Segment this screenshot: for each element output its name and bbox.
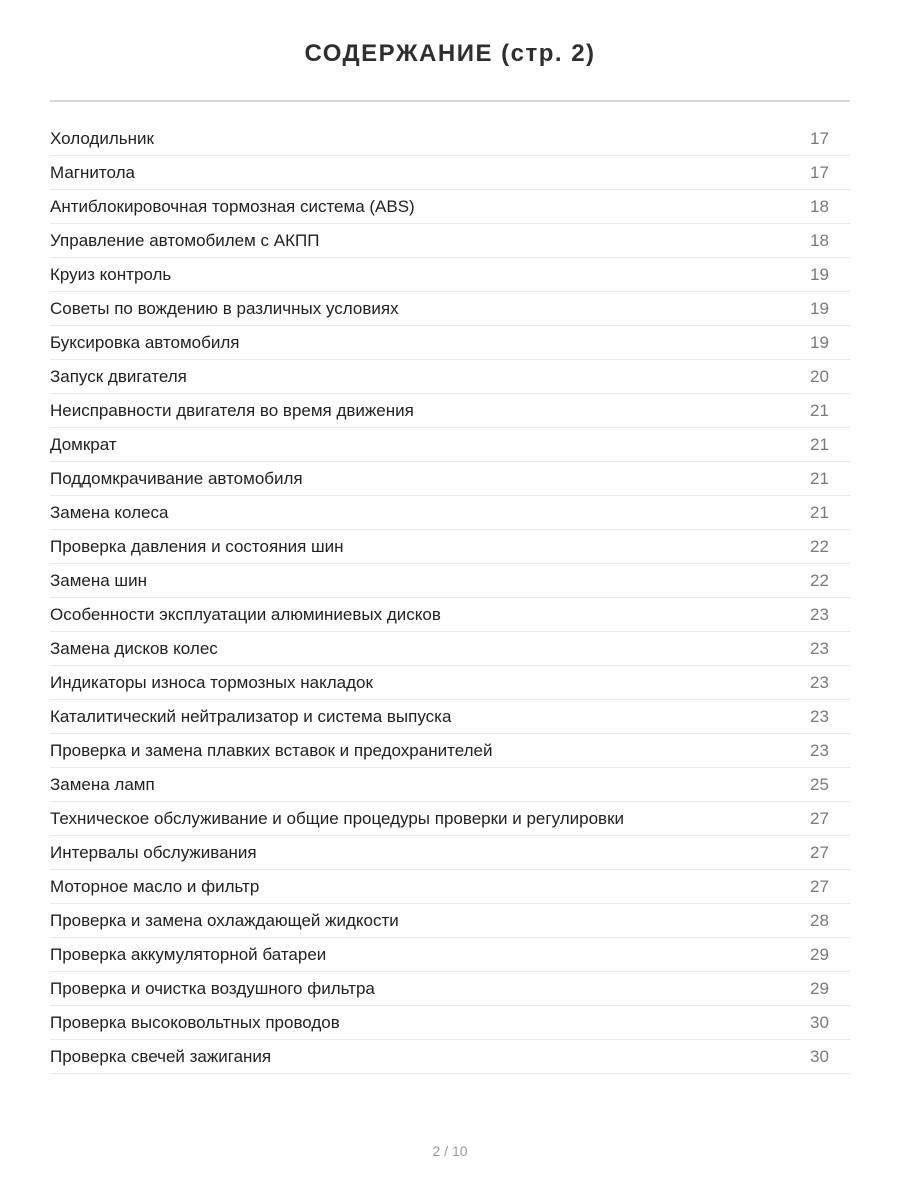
toc-entry-title: Советы по вождению в различных условиях <box>50 298 399 318</box>
table-of-contents <box>50 122 850 1074</box>
toc-entry[interactable] <box>50 530 850 564</box>
toc-entry-title: Каталитический нейтрализатор и система выпуска <box>50 706 452 726</box>
toc-entry[interactable] <box>50 734 850 768</box>
toc-entry-title: Проверка и очистка воздушного фильтра <box>50 978 375 998</box>
toc-entry-page: 23 <box>810 706 829 726</box>
toc-entry-page: 23 <box>810 740 829 760</box>
toc-entry-title: Холодильник <box>50 128 154 148</box>
toc-entry[interactable] <box>50 156 850 190</box>
toc-entry-title: Проверка давления и состояния шин <box>50 536 344 556</box>
toc-entry[interactable] <box>50 700 850 734</box>
toc-entry-title: Замена шин <box>50 570 147 590</box>
toc-entry[interactable] <box>50 496 850 530</box>
toc-entry-title: Особенности эксплуатации алюминиевых дисков <box>50 604 441 624</box>
toc-entry-page: 21 <box>810 502 829 522</box>
toc-entry[interactable] <box>50 1040 850 1074</box>
toc-entry-page: 19 <box>810 264 829 284</box>
toc-entry-page: 28 <box>810 910 829 930</box>
toc-entry[interactable] <box>50 326 850 360</box>
toc-entry-page: 27 <box>810 876 829 896</box>
toc-entry-page: 17 <box>810 162 829 182</box>
toc-entry-title: Моторное масло и фильтр <box>50 876 260 896</box>
toc-entry[interactable] <box>50 394 850 428</box>
toc-entry-page: 27 <box>810 842 829 862</box>
toc-entry-title: Домкрат <box>50 434 117 454</box>
toc-entry-page: 18 <box>810 230 829 250</box>
toc-entry-title: Запуск двигателя <box>50 366 187 386</box>
toc-entry-title: Поддомкрачивание автомобиля <box>50 468 303 488</box>
page-title: СОДЕРЖАНИЕ (стр. 2) <box>304 40 596 67</box>
toc-entry[interactable] <box>50 598 850 632</box>
toc-entry-title: Проверка высоковольтных проводов <box>50 1012 340 1032</box>
toc-entry[interactable] <box>50 768 850 802</box>
toc-entry-page: 23 <box>810 672 829 692</box>
page-number-indicator: 2 / 10 <box>432 1143 468 1159</box>
toc-entry-page: 25 <box>810 774 829 794</box>
toc-entry-page: 30 <box>810 1012 829 1032</box>
toc-entry-page: 21 <box>810 468 829 488</box>
toc-entry-title: Проверка и замена охлаждающей жидкости <box>50 910 399 930</box>
toc-entry[interactable] <box>50 190 850 224</box>
toc-entry-page: 23 <box>810 638 829 658</box>
document-page <box>50 0 850 1090</box>
toc-entry[interactable] <box>50 632 850 666</box>
toc-entry-page: 22 <box>810 536 829 556</box>
toc-entry-title: Индикаторы износа тормозных накладок <box>50 672 373 692</box>
toc-entry[interactable] <box>50 462 850 496</box>
toc-entry-page: 18 <box>810 196 829 216</box>
toc-entry-page: 30 <box>810 1046 829 1066</box>
toc-entry-title: Неисправности двигателя во время движения <box>50 400 414 420</box>
toc-entry[interactable] <box>50 122 850 156</box>
toc-entry-page: 19 <box>810 332 829 352</box>
toc-entry-title: Буксировка автомобиля <box>50 332 240 352</box>
toc-entry-title: Проверка свечей зажигания <box>50 1046 272 1066</box>
toc-entry-page: 21 <box>810 400 829 420</box>
toc-entry-title: Антиблокировочная тормозная система (ABS) <box>50 196 415 216</box>
toc-entry-title: Замена колеса <box>50 502 169 522</box>
toc-entry-title: Управление автомобилем с АКПП <box>50 230 320 250</box>
toc-entry[interactable] <box>50 666 850 700</box>
toc-entry-title: Круиз контроль <box>50 264 172 284</box>
toc-entry[interactable] <box>50 224 850 258</box>
toc-entry[interactable] <box>50 564 850 598</box>
toc-entry[interactable] <box>50 428 850 462</box>
toc-entry-page: 21 <box>810 434 829 454</box>
title-divider <box>50 100 850 102</box>
toc-entry[interactable] <box>50 836 850 870</box>
toc-entry-page: 20 <box>810 366 829 386</box>
toc-entry-title: Интервалы обслуживания <box>50 842 257 862</box>
toc-entry[interactable] <box>50 904 850 938</box>
toc-entry-title: Магнитола <box>50 162 135 182</box>
toc-entry-title: Проверка аккумуляторной батареи <box>50 944 327 964</box>
toc-entry[interactable] <box>50 360 850 394</box>
toc-entry[interactable] <box>50 1006 850 1040</box>
toc-entry[interactable] <box>50 292 850 326</box>
toc-entry[interactable] <box>50 938 850 972</box>
toc-entry[interactable] <box>50 802 850 836</box>
toc-entry-page: 27 <box>810 808 829 828</box>
toc-entry-page: 19 <box>810 298 829 318</box>
toc-entry-title: Замена ламп <box>50 774 155 794</box>
toc-entry[interactable] <box>50 870 850 904</box>
toc-entry-title: Техническое обслуживание и общие процедуры проверки и регулировки <box>50 808 625 828</box>
toc-entry[interactable] <box>50 972 850 1006</box>
toc-entry-page: 23 <box>810 604 829 624</box>
toc-entry-page: 29 <box>810 944 829 964</box>
toc-entry-title: Замена дисков колес <box>50 638 218 658</box>
toc-entry-page: 29 <box>810 978 829 998</box>
toc-entry-page: 22 <box>810 570 829 590</box>
toc-entry[interactable] <box>50 258 850 292</box>
toc-entry-page: 17 <box>810 128 829 148</box>
toc-entry-title: Проверка и замена плавких вставок и предохранителей <box>50 740 493 760</box>
